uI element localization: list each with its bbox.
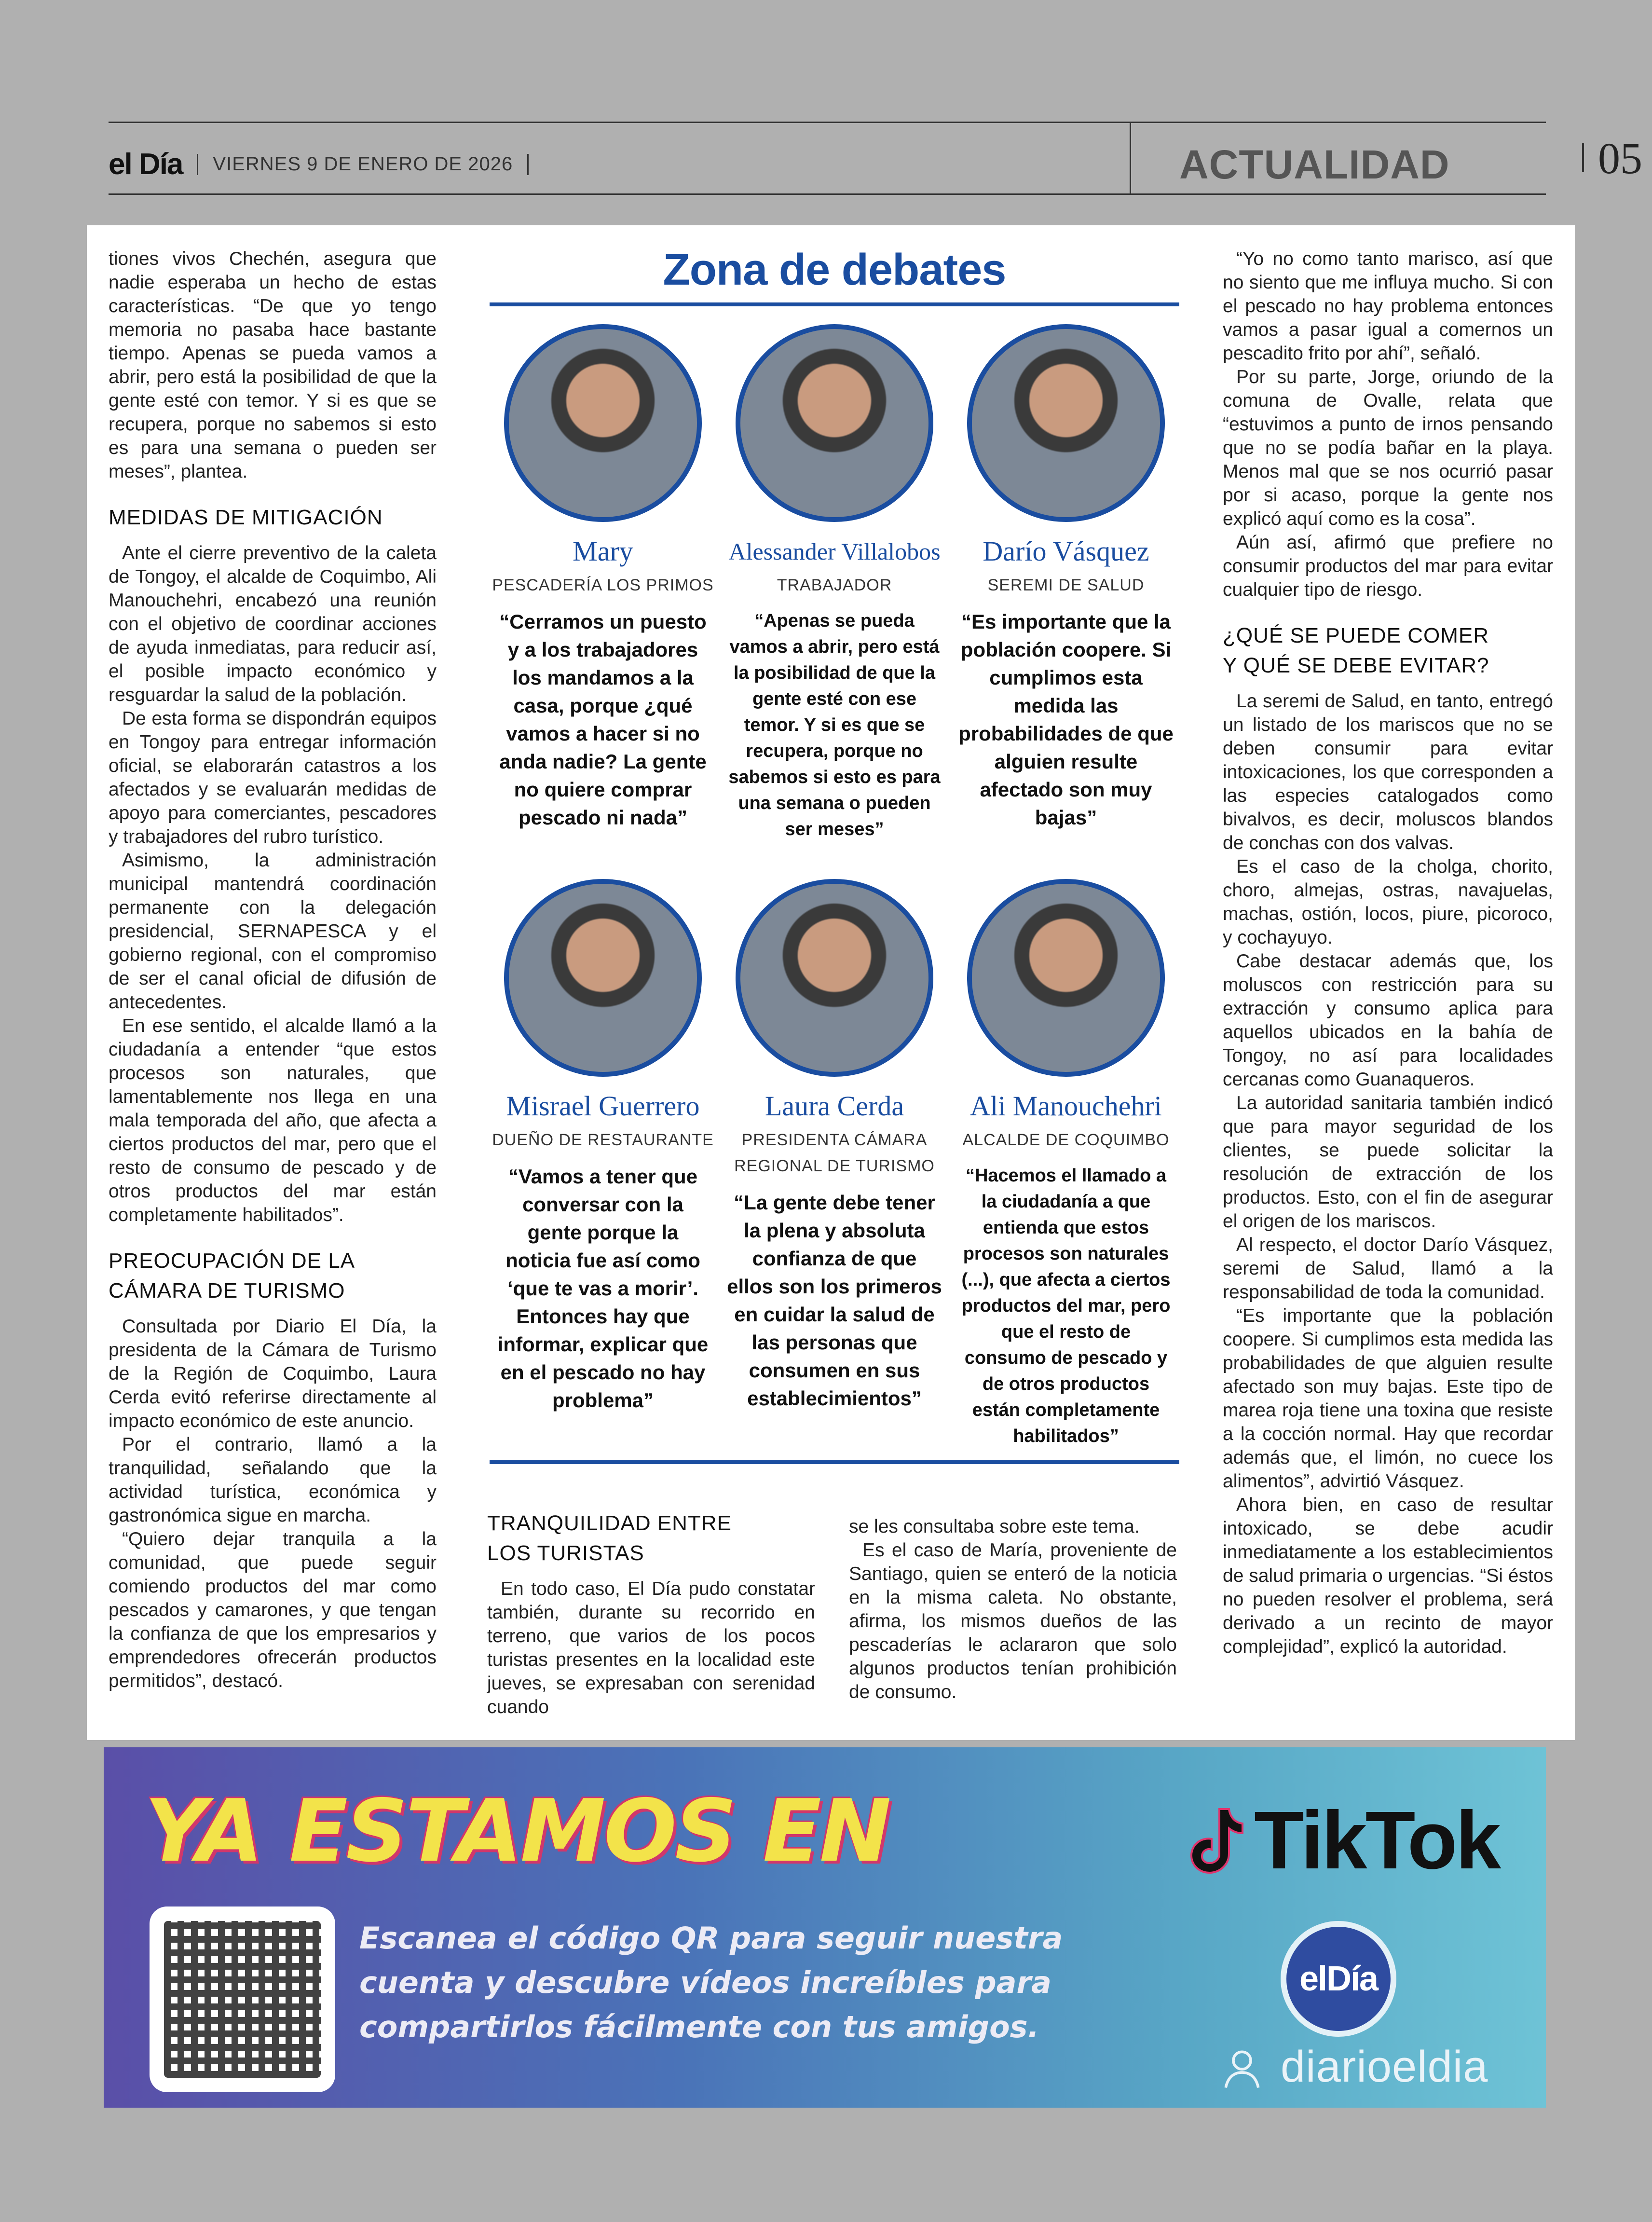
paragraph: Es el caso de María, proveniente de Santiago, quien se enteró de la noticia en la misma caleta. No obstante, afirma, los mismos dueños de las pescaderías le aclararon que solo algunos productos tenían prohibición de consumo. <box>849 1540 1177 1702</box>
user-icon <box>1220 2046 1264 2090</box>
paragraph: tiones vivos Chechén, asegura que nadie esperaba un hecho de estas características. “De que yo tengo memoria no pasaba hace bastante tiempo. Apenas se pueda vamos a abrir, pero está la posibilidad de que la gente esté con temor. Y si es que se recupera, porque no sabemos si esto es para una semana o pueden ser meses”, plantea. <box>109 248 437 482</box>
section-name: ACTUALIDAD <box>1179 142 1450 187</box>
person-role: SEREMI DE SALUD <box>987 576 1145 594</box>
person-name: Alessander Villalobos <box>728 538 941 565</box>
avatar <box>504 324 702 522</box>
paragraph: Por su parte, Jorge, oriundo de la comuna de Ovalle, relata que “estuvimos a punto de irnos pensando que no se podía bañar en la playa. Menos mal que se nos ocurrió pasar por si acaso, porque la gente nos explicó aquí como es la cosa”. <box>1223 367 1553 529</box>
paragraph: Es el caso de la cholga, chorito, choro, almejas, ostras, navajuelas, machas, ostión, locos, piure, picoroco, y cochayuyo. <box>1223 856 1553 948</box>
left-column <box>109 247 437 1693</box>
ad-headline: YA ESTAMOS EN <box>145 1781 889 1881</box>
person-name: Darío Vásquez <box>983 535 1149 567</box>
paragraph: En todo caso, El Día pudo constatar también, durante su recorrido en terreno, que varios de los pocos turistas presentes en la localidad este jueves, se expresaban con serenidad cuando <box>487 1578 815 1717</box>
paragraph: Cabe destacar además que, los moluscos con restricción para su extracción y consumo aplica para aquellos ubicados en la bahía de Tongoy, no así para localidades cercanas como Guanaqueros. <box>1223 951 1553 1090</box>
paragraph: Al respecto, el doctor Darío Vásquez, seremi de Salud, llamó a la responsabilidad de toda la comunidad. <box>1223 1234 1553 1303</box>
right-column <box>1223 247 1553 1659</box>
person-quote: “La gente debe tener la plena y absoluta confianza de que ellos son los primeros en cuidar la salud de las personas que consumen en sus establecimientos” <box>727 1191 942 1410</box>
subheading-line: TRANQUILIDAD ENTRE <box>487 1511 732 1535</box>
paragraph: Ahora bien, en caso de resultar intoxicado, se debe acudir inmediatamente a los establecimientos de salud primaria o urgencias. “Si éstos no pueden resolver el problema, será derivado a un recinto de mayor complejidad”, explicó la autoridad. <box>1223 1495 1553 1657</box>
avatar <box>736 879 933 1077</box>
person-role: PESCADERÍA LOS PRIMOS <box>492 576 714 594</box>
qr-pattern <box>164 1921 321 2078</box>
person-name: Mary <box>573 535 633 567</box>
person-card <box>721 324 948 842</box>
paragraph: De esta forma se dispondrán equipos en Tongoy para entregar información oficial, se elaborarán catastros a los afectados y se evaluarán medidas de apoyo para comerciantes, pescadores y trabajadores del rubro turístico. <box>109 708 437 847</box>
person-card <box>953 324 1179 832</box>
person-card <box>953 879 1179 1449</box>
newspaper-logo[interactable]: el Día <box>109 148 183 181</box>
masthead <box>109 122 1642 195</box>
avatar <box>504 879 702 1077</box>
person-role: ALCALDE DE COQUIMBO <box>962 1131 1170 1149</box>
person-role: PRESIDENTA CÁMARA REGIONAL DE TURISMO <box>734 1131 935 1175</box>
paragraph: Ante el cierre preventivo de la caleta de Tongoy, el alcalde de Coquimbo, Ali Manouchehri, encabezó una reunión con el objetivo de coordinar acciones de ayuda inmediatas, para reducir así, el posible impacto económico y resguardar la salud de la población. <box>109 543 437 705</box>
tourists-column-1 <box>487 1509 815 1719</box>
person-quote: “Hacemos el llamado a la ciudadanía a que entienda que estos procesos son naturales (...), que afecta a ciertos productos del mar, pero que el resto de consumo de pescado y de otros productos están completamente habilitados” <box>961 1166 1171 1446</box>
eldia-badge: elDía <box>1281 1921 1396 2037</box>
avatar <box>967 324 1165 522</box>
debate-title: Zona de debates <box>663 245 1006 294</box>
qr-code[interactable] <box>150 1907 335 2092</box>
separator <box>197 154 198 175</box>
masthead-divider <box>1130 123 1131 193</box>
subheading-line: PREOCUPACIÓN DE LA <box>109 1249 355 1273</box>
person-quote: “Apenas se pueda vamos a abrir, pero está la posibilidad de que la gente esté con ese temor. Y si es que se recupera, porque no sabemos si esto es para una semana o pueden ser meses” <box>728 611 941 839</box>
person-quote: “Cerramos un puesto y a los trabajadores los mandamos a la casa, porque ¿qué vamos a hacer si no anda nadie? La gente no quiere comprar pescado ni nada” <box>499 610 707 829</box>
person-name: Laura Cerda <box>765 1090 904 1122</box>
subheading-line: ¿QUÉ SE PUEDE COMER <box>1223 624 1489 647</box>
avatar <box>967 879 1165 1077</box>
tiktok-wordmark: TikTok <box>1254 1795 1500 1886</box>
tourists-column-2 <box>849 1515 1177 1704</box>
person-role: TRABAJADOR <box>777 576 892 594</box>
subheading-mitigation: MEDIDAS DE MITIGACIÓN <box>109 506 383 529</box>
social-handle[interactable]: diarioeldia <box>1281 2042 1488 2091</box>
issue-date: VIERNES 9 DE ENERO DE 2026 <box>213 153 513 175</box>
masthead-left <box>109 147 529 181</box>
paragraph: Consultada por Diario El Día, la presidenta de la Cámara de Turismo de la Región de Coquimbo, Laura Cerda evitó referirse directamente al impacto económico de este anuncio. <box>109 1316 437 1431</box>
person-card <box>490 879 716 1414</box>
person-name: Ali Manouchehri <box>970 1090 1162 1122</box>
tiktok-note-icon <box>1187 1803 1244 1885</box>
subheading-line: CÁMARA DE TURISMO <box>109 1279 345 1303</box>
person-name: Misrael Guerrero <box>506 1090 700 1122</box>
person-card <box>490 324 716 832</box>
person-card <box>721 879 948 1413</box>
paragraph: Aún así, afirmó que prefiere no consumir productos del mar para evitar cualquier tipo de riesgo. <box>1223 532 1553 600</box>
subheading-tourists <box>487 1509 815 1568</box>
debate-rule-top <box>490 302 1179 306</box>
subheading-line: Y QUÉ SE DEBE EVITAR? <box>1223 654 1489 677</box>
separator <box>527 154 529 175</box>
paragraph: “Yo no como tanto marisco, así que no siento que me influya mucho. Si con el pescado no hay problema entonces vamos a pasar igual a comernos un pescadito frito por ahí”, señaló. <box>1223 248 1553 364</box>
separator <box>1582 143 1584 172</box>
subheading-tourism <box>109 1246 437 1306</box>
paragraph: La autoridad sanitaria también indicó que para mayor seguridad de los clientes, se puede solicitar la resolución de extracción de los productos. Esto, con el fin de asegurar el origen de los mariscos. <box>1223 1093 1553 1232</box>
paragraph: Por el contrario, llamó a la tranquilidad, señalando que la actividad turística, económica y gastronómica sigue en marcha. <box>109 1434 437 1526</box>
paragraph: se les consultaba sobre este tema. <box>849 1516 1140 1537</box>
paragraph: “Es importante que la población coopere. Si cumplimos esta medida las probabilidades de que alguien resulte afectado son muy bajas. Este tipo de marea roja tiene una toxina que resiste a la cocción normal. Hay que recordar además que, el limón, no cuece los alimentos”, advirtió Vásquez. <box>1223 1305 1553 1492</box>
debate-zone <box>490 240 1179 1504</box>
paragraph: Asimismo, la administración municipal mantendrá coordinación permanente con la delegación presidencial, SERNAPESCA y el gobierno regional, con el compromiso de ser el canal oficial de difusión de antecedentes. <box>109 850 437 1013</box>
avatar <box>736 324 933 522</box>
paragraph: “Quiero dejar tranquila a la comunidad, que puede seguir comiendo productos del mar como pescados y camarones, y que tengan la confianza de que los empresarios y emprendedores ofrecerán productos permitidos”, destacó. <box>109 1529 437 1691</box>
paragraph: La seremi de Salud, en tanto, entregó un listado de los mariscos que no se deben consumir para evitar intoxicaciones, los que corresponden a las especies catalogados como bivalvos, es decir, moluscos blandos de conchas con dos valvas. <box>1223 691 1553 853</box>
tiktok-advertisement[interactable] <box>104 1747 1546 2108</box>
ad-body-text: Escanea el código QR para seguir nuestra cuenta y descubre vídeos increíbles para compartirlos fácilmente con tus amigos. <box>359 1920 1063 2044</box>
person-role: DUEÑO DE RESTAURANTE <box>492 1131 714 1149</box>
person-quote: “Es importante que la población coopere. Si cumplimos esta medida las probabilidades de que alguien resulte afectado son muy bajas” <box>958 610 1174 829</box>
person-quote: “Vamos a tener que conversar con la gente porque la noticia fue así como ‘que te vas a morir’. Entonces hay que informar, explicar que en el pescado no hay problema” <box>497 1165 709 1412</box>
article-panel <box>87 225 1575 1740</box>
subheading-line: LOS TURISTAS <box>487 1541 644 1565</box>
subheading-what-to-eat <box>1223 621 1553 681</box>
page-number: 05 <box>1598 134 1642 183</box>
debate-rule-bottom <box>490 1460 1179 1464</box>
paragraph: En ese sentido, el alcalde llamó a la ciudadanía a entender “que estos procesos son naturales, que lamentablemente nos llega en una mala temporada del año, que afecta a ciertos productos del mar, pero que el resto de consumo de pescado y de otros productos del mar están completamente habilitados”. <box>109 1015 437 1225</box>
